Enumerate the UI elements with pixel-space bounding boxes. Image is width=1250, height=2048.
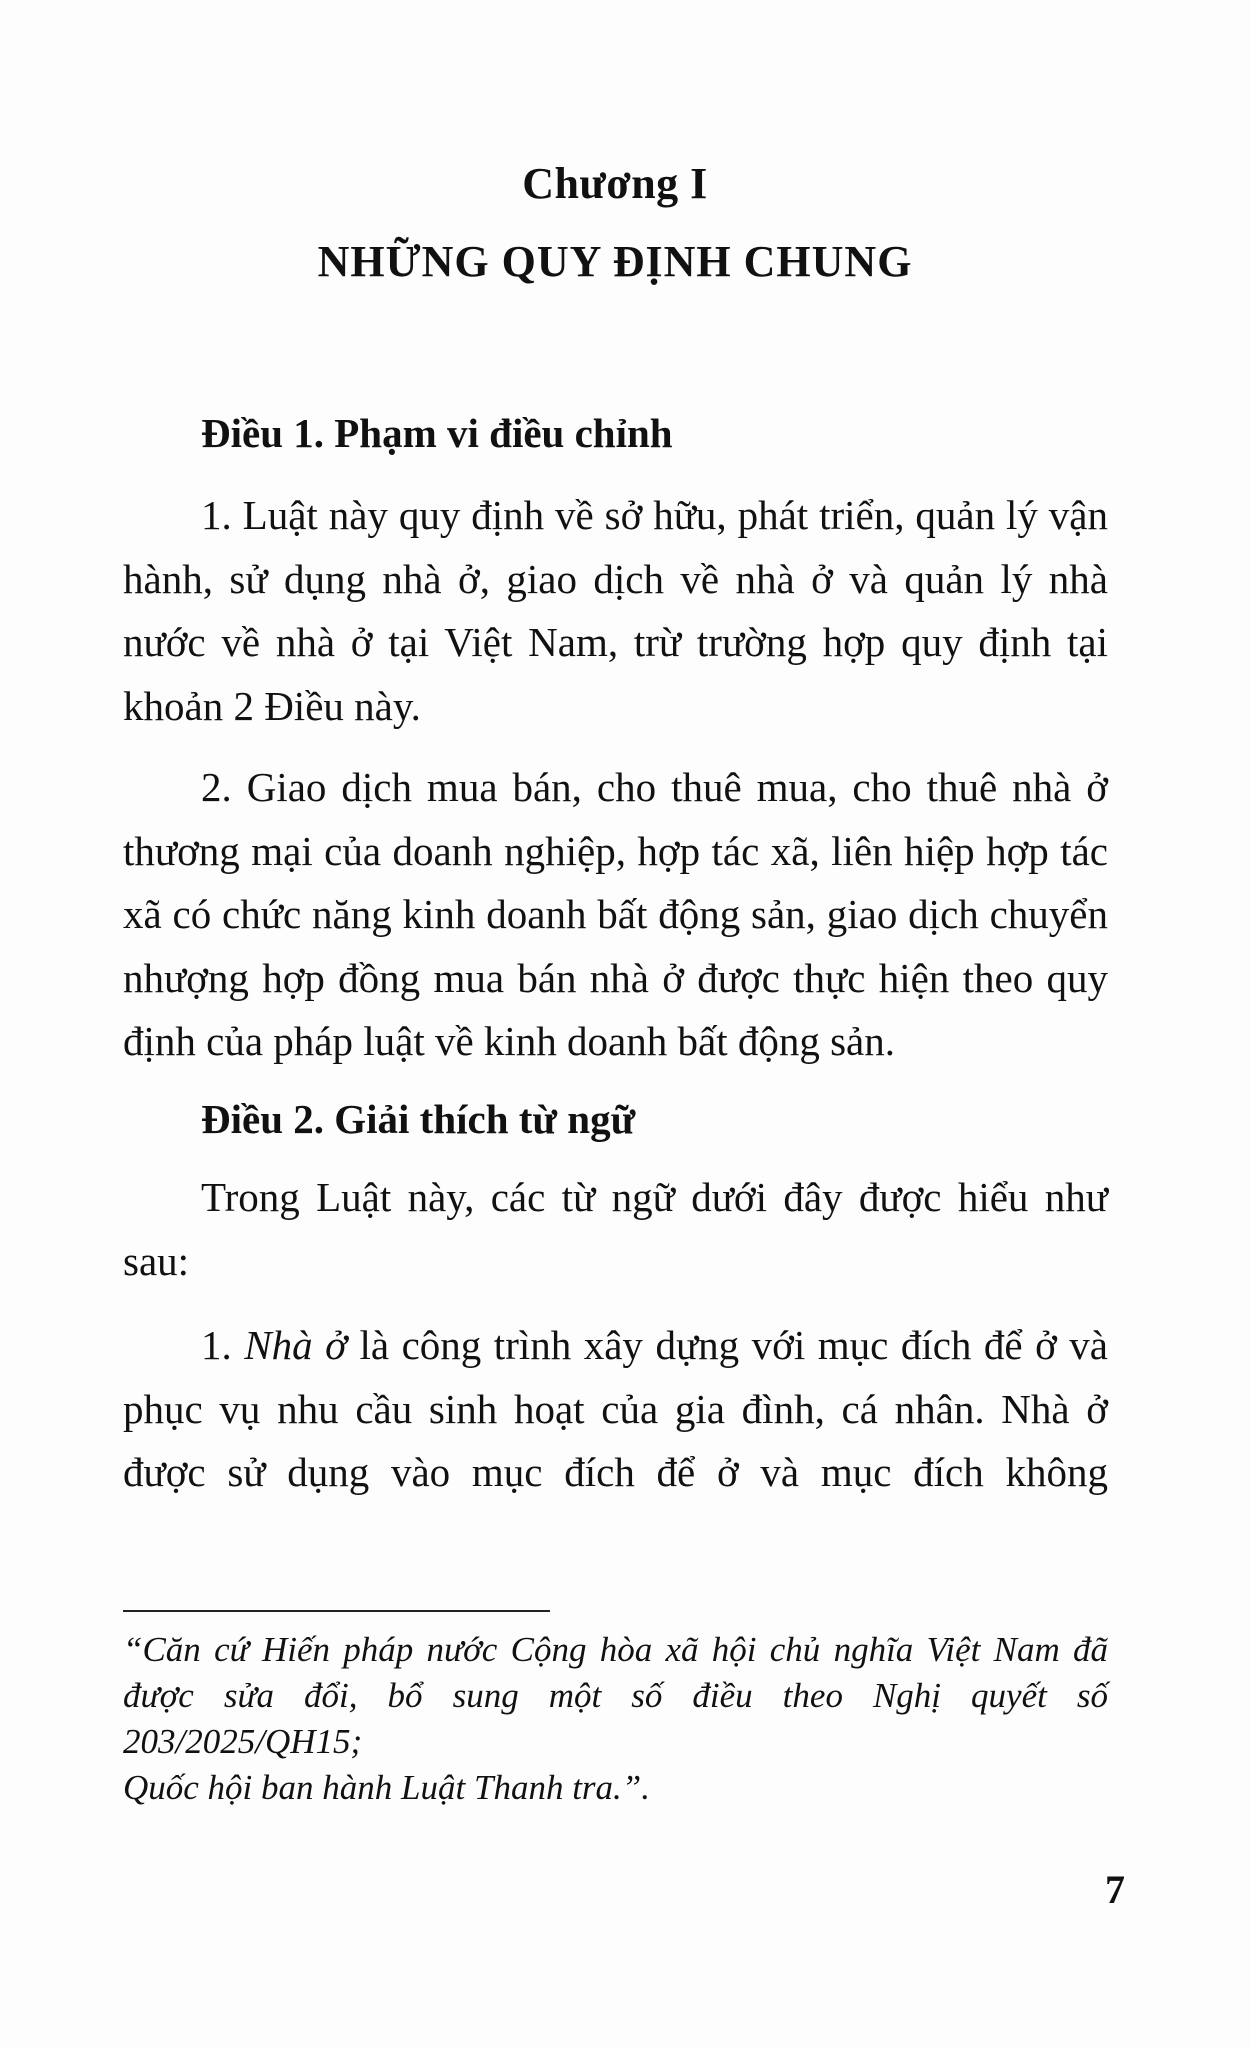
article-1-clause-2-block bbox=[123, 756, 1108, 1074]
article-1-clause-2: 2. Giao dịch mua bán, cho thuê mua, cho thuê nhà ở thương mại của doanh nghiệp, hợp tác xã, liên hiệp hợp tác xã có chức năng kinh doanh bất động sản, giao dịch chuyển nhượng hợp đồng mua bán nhà ở được thực hiện theo quy định của pháp luật về kinh doanh bất động sản. bbox=[123, 764, 1108, 1064]
footnote-line-1: “Căn cứ Hiến pháp nước Cộng hòa xã hội chủ nghĩa Việt Nam đã được sửa đổi, bổ sung một số điều theo Nghị quyết số 203/2025/QH15; bbox=[123, 1630, 1108, 1761]
clause-number: 1. bbox=[201, 1322, 245, 1368]
footnote bbox=[123, 1627, 1108, 1811]
chapter-title: NHỮNG QUY ĐỊNH CHUNG bbox=[317, 237, 913, 286]
page-number: 7 bbox=[1105, 1867, 1125, 1912]
article-2-clause-1-block bbox=[123, 1314, 1108, 1505]
footnote-divider bbox=[123, 1610, 550, 1612]
article-2-intro: Trong Luật này, các từ ngữ dưới đây được hiểu như sau: bbox=[123, 1174, 1108, 1284]
article-2-section bbox=[123, 1088, 1108, 1151]
article-1-clause-1-block bbox=[123, 484, 1108, 738]
chapter-number: Chương I bbox=[522, 159, 708, 208]
article-1-heading: Điều 1. Phạm vi điều chỉnh bbox=[201, 410, 673, 456]
clause-text: là công trình xây dựng với mục đích để ở và phục vụ nhu cầu sinh hoạt của gia đình, cá nhân. Nhà ở được sử dụng vào mục đích để ở và mục đích không bbox=[123, 1322, 1109, 1495]
article-2-intro-block bbox=[123, 1166, 1108, 1293]
article-1-section bbox=[123, 402, 1108, 465]
defined-term: Nhà ở bbox=[244, 1322, 347, 1368]
article-1-clause-1: 1. Luật này quy định về sở hữu, phát triển, quản lý vận hành, sử dụng nhà ở, giao dịch về nhà ở và quản lý nhà nước về nhà ở tại Việt Nam, trừ trường hợp quy định tại khoản 2 Điều này. bbox=[123, 492, 1108, 729]
article-2-clause-1 bbox=[123, 1314, 1108, 1505]
article-2-heading: Điều 2. Giải thích từ ngữ bbox=[201, 1096, 636, 1142]
footnote-line-2: Quốc hội ban hành Luật Thanh tra.”. bbox=[123, 1768, 650, 1807]
